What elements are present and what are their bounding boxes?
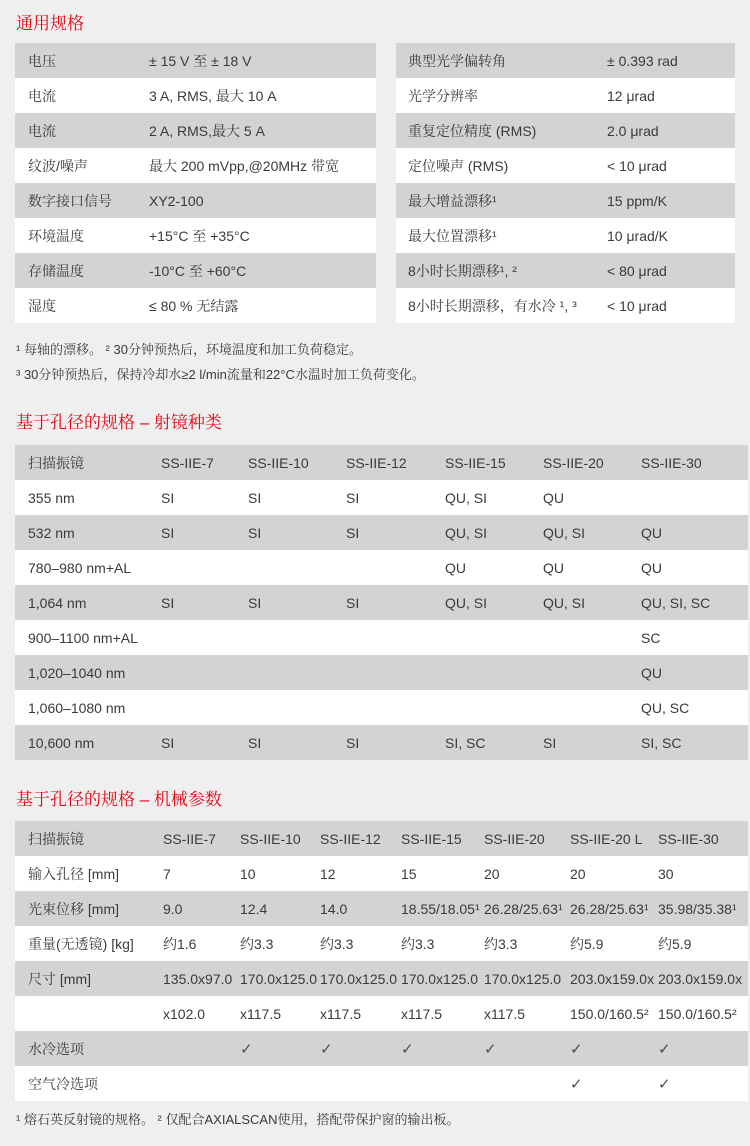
cell-value: QU, SI: [543, 524, 586, 541]
table-header-row: [15, 821, 748, 856]
row-label: 355 nm: [28, 489, 75, 506]
row-label: 输入孔径 [mm]: [28, 865, 119, 882]
row-label: 1,064 nm: [28, 594, 87, 611]
cell-value: 约3.3: [484, 935, 518, 952]
cell-value: SI: [248, 489, 262, 506]
table-row: [15, 725, 748, 760]
spec-value: 3 A, RMS, 最大 10 A: [149, 87, 277, 104]
spec-row: [15, 43, 376, 78]
mirror-types-table: [15, 445, 748, 760]
spec-value: 2.0 μrad: [607, 122, 659, 139]
check-icon: ✓: [570, 1040, 583, 1058]
cell-value: 20: [570, 865, 586, 882]
table-row: [15, 1031, 748, 1066]
column-header: SS-IIE-20: [484, 830, 545, 847]
cell-value: 约1.6: [163, 935, 197, 952]
table-row: [15, 690, 748, 725]
table-row: [15, 620, 748, 655]
spec-label: 重复定位精度 (RMS): [408, 122, 537, 139]
check-icon: ✓: [484, 1040, 497, 1058]
check-icon: ✓: [658, 1040, 671, 1058]
cell-value: QU: [445, 559, 466, 576]
section-title-mechanical: 基于孔径的规格 – 机械参数: [16, 790, 222, 809]
spec-label: 定位噪声 (RMS): [408, 157, 509, 174]
spec-value: ± 0.393 rad: [607, 52, 678, 69]
spec-row: [15, 78, 376, 113]
table-row: [15, 996, 748, 1031]
cell-value: [240, 1066, 320, 1101]
spec-row: [396, 148, 735, 183]
spec-row: [396, 113, 735, 148]
table-row: [15, 480, 748, 515]
cell-value: SI: [346, 489, 360, 506]
general-specs: [15, 43, 735, 323]
cell-value: [543, 655, 641, 690]
spec-label: 纹波/噪声: [28, 157, 88, 174]
spec-label: 存储温度: [28, 262, 84, 279]
cell-value: 12: [320, 865, 336, 882]
footnote-line: ¹ 每轴的漂移。 ² 30分钟预热后，环境温度和加工负荷稳定。: [16, 342, 362, 357]
spec-row: [15, 113, 376, 148]
cell-value: SI: [346, 524, 360, 541]
mechanical-footnote: ¹ 熔石英反射镜的规格。 ² 仅配合AXIALSCAN使用，搭配带保护窗的输出板。: [16, 1112, 460, 1127]
cell-value: SI: [543, 734, 557, 751]
spec-value: ± 15 V 至 ± 18 V: [149, 52, 252, 69]
cell-value: 135.0x97.0: [163, 970, 233, 987]
cell-value: [163, 1031, 240, 1066]
cell-value: QU, SI, SC: [641, 594, 711, 611]
cell-value: QU, SI: [445, 524, 488, 541]
column-header: 扫描振镜: [28, 830, 84, 847]
spec-value: 2 A, RMS,最大 5 A: [149, 122, 265, 139]
table-row: [15, 655, 748, 690]
table-row: [15, 585, 748, 620]
spec-row: [15, 218, 376, 253]
column-header: 扫描振镜: [28, 454, 84, 471]
cell-value: 30: [658, 865, 674, 882]
spec-label: 光学分辨率: [408, 87, 478, 104]
cell-value: 9.0: [163, 900, 183, 917]
spec-row: [396, 218, 735, 253]
cell-value: 203.0x159.0x: [570, 970, 655, 987]
cell-value: 26.28/25.63¹: [570, 900, 649, 917]
cell-value: SI: [161, 594, 175, 611]
spec-row: [396, 43, 735, 78]
spec-label: 湿度: [28, 297, 56, 314]
cell-value: 35.98/35.38¹: [658, 900, 737, 917]
cell-value: 170.0x125.0: [320, 970, 398, 987]
cell-value: QU, SI: [445, 594, 488, 611]
mechanical-params-table: [15, 821, 748, 1101]
cell-value: 10: [240, 865, 256, 882]
column-header: SS-IIE-30: [641, 454, 702, 471]
column-header: SS-IIE-10: [240, 830, 301, 847]
spec-row: [15, 148, 376, 183]
row-label: 1,060–1080 nm: [28, 699, 126, 716]
cell-value: x117.5: [484, 1005, 525, 1022]
cell-value: SI: [248, 734, 262, 751]
table-header-row: [15, 445, 748, 480]
cell-value: QU: [543, 559, 564, 576]
row-label: 空气冷选项: [28, 1075, 98, 1092]
general-specs-left-table: [15, 43, 376, 323]
cell-value: [445, 655, 543, 690]
cell-value: SI: [248, 594, 262, 611]
cell-value: [163, 1066, 240, 1101]
cell-value: QU: [641, 524, 662, 541]
cell-value: 约5.9: [570, 935, 604, 952]
cell-value: QU: [543, 489, 564, 506]
section-title-mirror-types: 基于孔径的规格 – 射镜种类: [16, 413, 222, 432]
cell-value: x102.0: [163, 1005, 206, 1022]
cell-value: 26.28/25.63¹: [484, 900, 563, 917]
cell-value: [161, 655, 248, 690]
column-header: SS-IIE-20 L: [570, 830, 643, 847]
cell-value: SI: [346, 734, 360, 751]
row-label: 重量(无透镜) [kg]: [28, 935, 134, 952]
spec-value: +15°C 至 +35°C: [149, 227, 250, 244]
cell-value: 170.0x125.0: [401, 970, 479, 987]
cell-value: SI: [161, 734, 175, 751]
cell-value: QU, SI: [543, 594, 586, 611]
cell-value: [543, 620, 641, 655]
row-label: 532 nm: [28, 524, 75, 541]
row-label: 水冷选项: [28, 1040, 84, 1057]
cell-value: [161, 690, 248, 725]
cell-value: SI, SC: [641, 734, 682, 751]
cell-value: 18.55/18.05¹: [401, 900, 480, 917]
cell-value: 170.0x125.0: [484, 970, 562, 987]
spec-value: XY2-100: [149, 192, 204, 209]
check-icon: ✓: [658, 1075, 671, 1093]
check-icon: ✓: [240, 1040, 253, 1058]
spec-value: 12 μrad: [607, 87, 655, 104]
column-header: SS-IIE-7: [163, 830, 216, 847]
row-label: 1,020–1040 nm: [28, 664, 126, 681]
spec-label: 8小时长期漂移¹, ²: [408, 262, 517, 279]
cell-value: [161, 620, 248, 655]
spec-value: < 10 μrad: [607, 157, 667, 174]
cell-value: x117.5: [320, 1005, 361, 1022]
spec-label: 最大增益漂移¹: [408, 192, 497, 209]
cell-value: [346, 620, 445, 655]
spec-row: [15, 183, 376, 218]
column-header: SS-IIE-10: [248, 454, 309, 471]
cell-value: QU: [641, 559, 662, 576]
cell-value: 约3.3: [401, 935, 435, 952]
cell-value: [248, 550, 346, 585]
table-row: [15, 856, 748, 891]
row-label: [15, 996, 163, 1031]
spec-row: [15, 253, 376, 288]
cell-value: [346, 550, 445, 585]
cell-value: 170.0x125.0: [240, 970, 318, 987]
spec-row: [396, 78, 735, 113]
cell-value: SI: [346, 594, 360, 611]
column-header: SS-IIE-15: [445, 454, 506, 471]
cell-value: 7: [163, 865, 171, 882]
cell-value: QU: [641, 664, 662, 681]
check-icon: ✓: [570, 1075, 583, 1093]
cell-value: 203.0x159.0x: [658, 970, 743, 987]
section-title-general: 通用规格: [16, 14, 84, 33]
cell-value: [543, 690, 641, 725]
cell-value: SI, SC: [445, 734, 486, 751]
spec-value: 10 μrad/K: [607, 227, 668, 244]
cell-value: x117.5: [401, 1005, 442, 1022]
general-specs-right-table: [396, 43, 735, 323]
spec-label: 数字接口信号: [28, 192, 112, 209]
spec-row: [396, 288, 735, 323]
cell-value: [248, 620, 346, 655]
cell-value: SI: [248, 524, 262, 541]
spec-value: ≤ 80 % 无结露: [149, 297, 239, 314]
cell-value: [248, 690, 346, 725]
cell-value: QU, SC: [641, 699, 690, 716]
cell-value: 20: [484, 865, 500, 882]
general-footnotes: [16, 337, 735, 387]
spec-value: -10°C 至 +60°C: [149, 262, 247, 279]
cell-value: [445, 690, 543, 725]
table-row: [15, 961, 748, 996]
cell-value: SC: [641, 629, 661, 646]
cell-value: [346, 655, 445, 690]
cell-value: 12.4: [240, 900, 268, 917]
table-row: [15, 1066, 748, 1101]
cell-value: 约5.9: [658, 935, 692, 952]
column-header: SS-IIE-15: [401, 830, 462, 847]
cell-value: 约3.3: [320, 935, 354, 952]
spec-row: [396, 253, 735, 288]
row-label: 10,600 nm: [28, 734, 95, 751]
spec-label: 电压: [28, 52, 56, 69]
check-icon: ✓: [320, 1040, 333, 1058]
spec-value: < 80 μrad: [607, 262, 667, 279]
cell-value: [320, 1066, 401, 1101]
column-header: SS-IIE-12: [320, 830, 381, 847]
cell-value: [248, 655, 346, 690]
table-row: [15, 550, 748, 585]
spec-value: 最大 200 mVpp,@20MHz 带宽: [149, 157, 340, 174]
table-row: [15, 891, 748, 926]
cell-value: [401, 1066, 484, 1101]
spec-value: < 10 μrad: [607, 297, 667, 314]
spec-label: 最大位置漂移¹: [408, 227, 497, 244]
cell-value: [161, 550, 248, 585]
column-header: SS-IIE-20: [543, 454, 604, 471]
cell-value: [445, 620, 543, 655]
table-row: [15, 926, 748, 961]
cell-value: 15: [401, 865, 417, 882]
row-label: 尺寸 [mm]: [28, 970, 91, 987]
cell-value: [484, 1066, 570, 1101]
cell-value: 150.0/160.5²: [658, 1005, 737, 1022]
spec-label: 电流: [28, 87, 56, 104]
cell-value: [641, 480, 748, 515]
table-row: [15, 515, 748, 550]
footnote-line: ³ 30分钟预热后，保持冷却水≥2 l/min流量和22°C水温时加工负荷变化。: [16, 367, 425, 382]
cell-value: x117.5: [240, 1005, 281, 1022]
spec-label: 电流: [28, 122, 56, 139]
row-label: 780–980 nm+AL: [28, 559, 132, 576]
spec-value: 15 ppm/K: [607, 192, 667, 209]
spec-row: [15, 288, 376, 323]
cell-value: QU, SI: [445, 489, 488, 506]
column-header: SS-IIE-7: [161, 454, 214, 471]
cell-value: SI: [161, 524, 175, 541]
cell-value: 150.0/160.5²: [570, 1005, 649, 1022]
cell-value: 约3.3: [240, 935, 274, 952]
spec-row: [396, 183, 735, 218]
column-header: SS-IIE-12: [346, 454, 407, 471]
cell-value: [346, 690, 445, 725]
spec-label: 典型光学偏转角: [408, 52, 506, 69]
check-icon: ✓: [401, 1040, 414, 1058]
spec-label: 环境温度: [28, 227, 84, 244]
spec-label: 8小时长期漂移，有水冷 ¹, ³: [408, 297, 577, 314]
cell-value: SI: [161, 489, 175, 506]
column-header: SS-IIE-30: [658, 830, 719, 847]
row-label: 900–1100 nm+AL: [28, 629, 138, 646]
cell-value: 14.0: [320, 900, 348, 917]
row-label: 光束位移 [mm]: [28, 900, 119, 917]
